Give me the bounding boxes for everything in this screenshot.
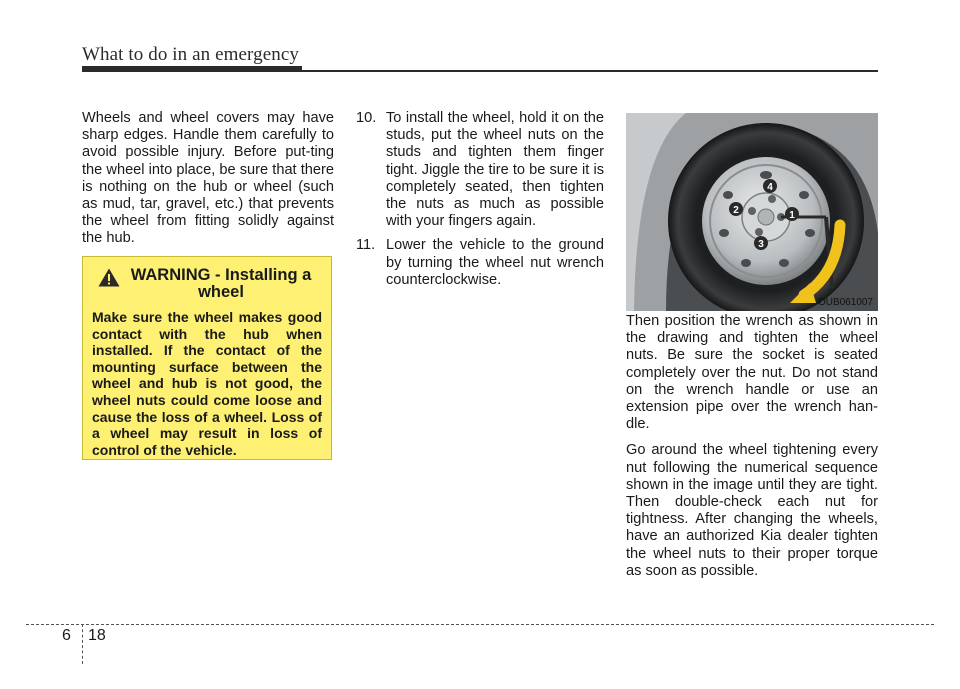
warning-triangle-icon bbox=[98, 268, 120, 287]
steps-column bbox=[356, 110, 604, 296]
intro-paragraph: Wheels and wheel covers may have sharp edges. Handle them carefully to avoid possible injury. Before put-ting the wheel into place, be sure that there is nothing on the hub or wheel (such as mud, tar, gravel, etc.) that prevents the wheel from fitting solidly against the hub. bbox=[82, 110, 334, 247]
header-rule-thin bbox=[302, 70, 878, 72]
page-number: 18 bbox=[88, 627, 106, 644]
warning-box bbox=[82, 256, 332, 460]
nut-label: 2 bbox=[733, 205, 739, 216]
nut-badge bbox=[785, 207, 799, 221]
wheel-drawing bbox=[626, 113, 878, 311]
body-paragraph: Go around the wheel tightening every nut following the numerical sequence shown in the image until they are tight. Then double-check each nut for tightness. After changing the wheels, have an authorized Kia dealer tighten the wheel nuts to their proper torque as soon as possible. bbox=[626, 442, 878, 579]
section-title: What to do in an emergency bbox=[82, 44, 299, 65]
nut-badge bbox=[763, 179, 777, 193]
wheel-illustration bbox=[626, 113, 878, 311]
step-number: 11. bbox=[356, 237, 376, 254]
step-number: 10. bbox=[356, 110, 377, 126]
intro-column bbox=[82, 110, 334, 257]
warning-title: WARNING - Installing a wheel bbox=[130, 266, 312, 301]
header-rule-thick bbox=[82, 66, 302, 72]
nut-label: 1 bbox=[789, 210, 795, 221]
nut-label: 3 bbox=[758, 239, 764, 250]
step-item bbox=[356, 237, 604, 289]
warning-header bbox=[92, 267, 322, 301]
nut-badge bbox=[754, 236, 768, 250]
step-text: Lower the vehicle to the ground by turning the wheel nut wrench counterclockwise. bbox=[386, 237, 604, 288]
warning-body: Make sure the wheel makes good contact with the hub when installed. If the contact of the mounting surface between the wheel and hub is not good, the wheel nuts could come loose and cause the loss of a wheel. Loss of a wheel may result in loss of control of the vehicle. bbox=[92, 309, 322, 458]
figure-code: OUB061007 bbox=[817, 297, 873, 308]
footer-rule bbox=[26, 624, 934, 625]
step-text: To install the wheel, hold it on the studs, put the wheel nuts on the studs and tighten them finger tight. Jiggle the tire to be sure it is completely seated, then tighten the nuts as much as possible with your fingers again. bbox=[386, 110, 604, 230]
hub-center bbox=[758, 209, 774, 225]
body-column bbox=[626, 313, 878, 589]
nut-label: 4 bbox=[767, 182, 773, 193]
body-paragraph: Then position the wrench as shown in the drawing and tighten the wheel nuts. Be sure the socket is seated completely over the nut. Do not stand on the wrench handle or use an extension pipe over the wrench han-dle. bbox=[626, 313, 878, 433]
footer-divider bbox=[82, 624, 83, 664]
nut-badge bbox=[729, 202, 743, 216]
step-item bbox=[356, 110, 604, 230]
chapter-number: 6 bbox=[62, 627, 71, 644]
